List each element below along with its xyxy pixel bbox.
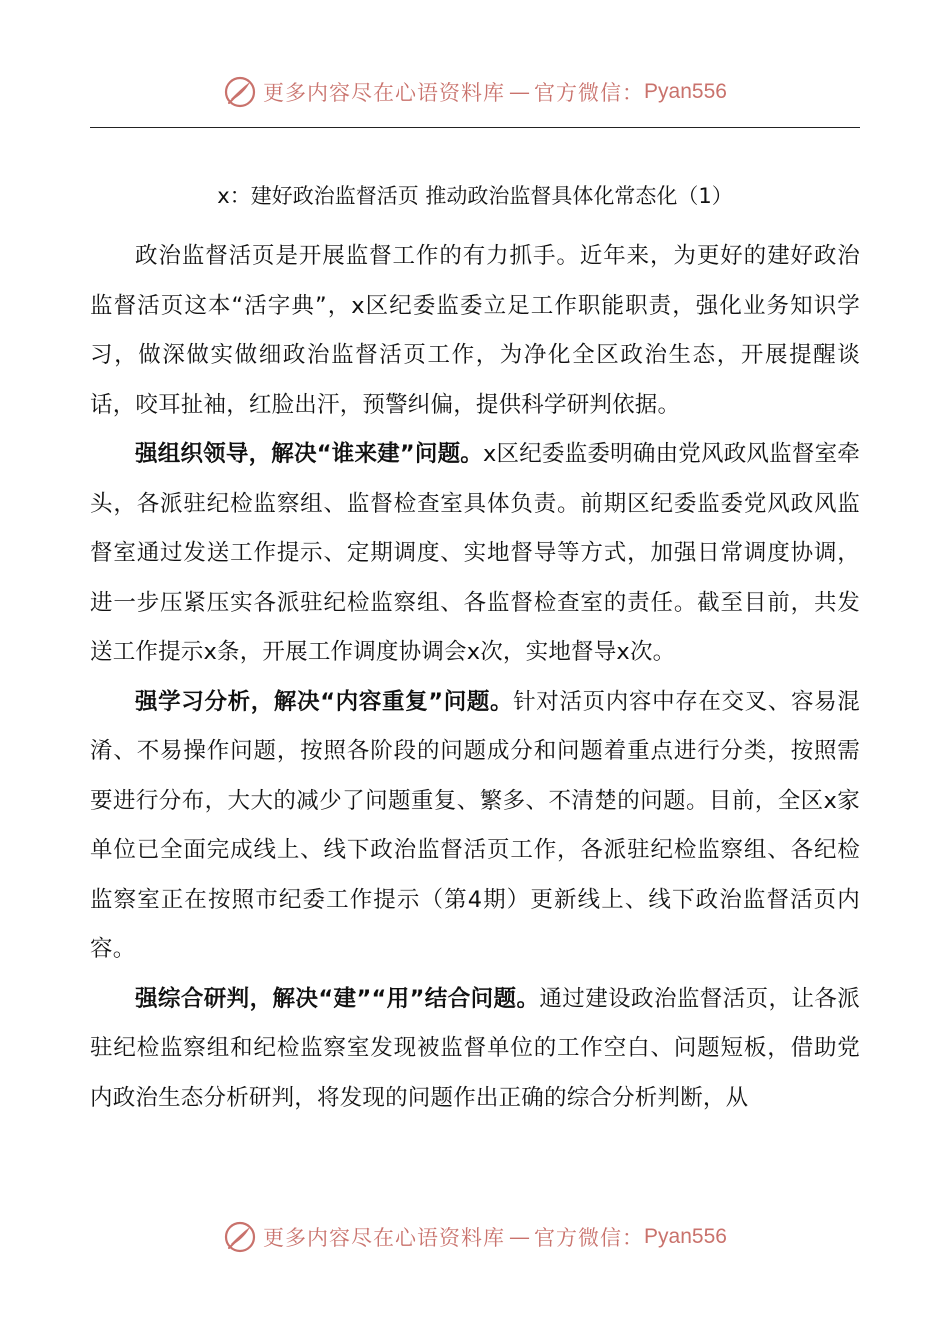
header-divider [90, 127, 860, 128]
paragraph-intro [90, 232, 860, 430]
watermark-contact-id: Pyan556 [644, 1225, 727, 1248]
watermark-site-text: 更多内容尽在心语资料库 [263, 1226, 506, 1250]
footer-watermark [0, 1217, 950, 1257]
paragraph-lead: 强综合研判，解决“建”“用”结合问题。 [135, 985, 540, 1012]
watermark-site-text: 更多内容尽在心语资料库 [263, 81, 506, 105]
watermark-separator: — [509, 80, 531, 104]
paragraph-text: 通过建设政治监督活页，让各派驻纪检监察组和纪检监察室发现被监督单位的工作空白、问题短板，借助党内政治生态分析研判，将发现的问题作出正确的综合分析判断，从 [90, 985, 860, 1111]
watermark-contact-text: 官方微信： [534, 81, 645, 105]
paragraph-lead: 强组织领导，解决“谁来建”问题。 [135, 441, 484, 467]
paragraph-study-analysis [90, 678, 860, 975]
header-watermark [0, 72, 950, 112]
watermark-contact-id: Pyan556 [644, 80, 727, 103]
watermark-contact-text: 官方微信： [534, 1226, 645, 1250]
paragraph-lead: 强学习分析，解决“内容重复”问题。 [135, 688, 514, 715]
document-body [90, 232, 860, 1123]
paragraph-text: 针对活页内容中存在交叉、容易混淆、不易操作问题，按照各阶段的问题成分和问题着重点进行分类，按照需要进行分布，大大的减少了问题重复、繁多、不清楚的问题。目前，全区x家单位已全面完成线上、线下政治监督活页工作，各派驻纪检监察组、各纪检监察室正在按照市纪委工作提示（第4期）更新线上、线下政治监督活页内容。 [90, 688, 860, 962]
paragraph-text: x区纪委监委明确由党风政风监督室牵头，各派驻纪检监察组、监督检查室具体负责。前期区纪委监委党风政风监督室通过发送工作提示、定期调度、实地督导等方式，加强日常调度协调，进一步压紧压实各派驻纪检监察组、各监督检查室的责任。截至目前，共发送工作提示x条，开展工作调度协调会x次，实地督导x次。 [90, 441, 860, 665]
paragraph-text: 政治监督活页是开展监督工作的有力抓手。近年来，为更好的建好政治监督活页这本“活字典”，x区纪委监委立足工作职能职责，强化业务知识学习，做深做实做细政治监督活页工作，为净化全区政治生态，开展提醒谈话，咬耳扯袖，红脸出汗，预警纠偏，提供科学研判依据。 [90, 243, 860, 418]
watermark-separator: — [509, 1225, 531, 1249]
paragraph-comprehensive-judgment [90, 975, 860, 1124]
document-title: x：建好政治监督活页 推动政治监督具体化常态化（1） [217, 184, 733, 208]
quill-pen-logo-icon [223, 1220, 257, 1254]
quill-pen-logo-icon [223, 75, 257, 109]
paragraph-organization [90, 430, 860, 678]
